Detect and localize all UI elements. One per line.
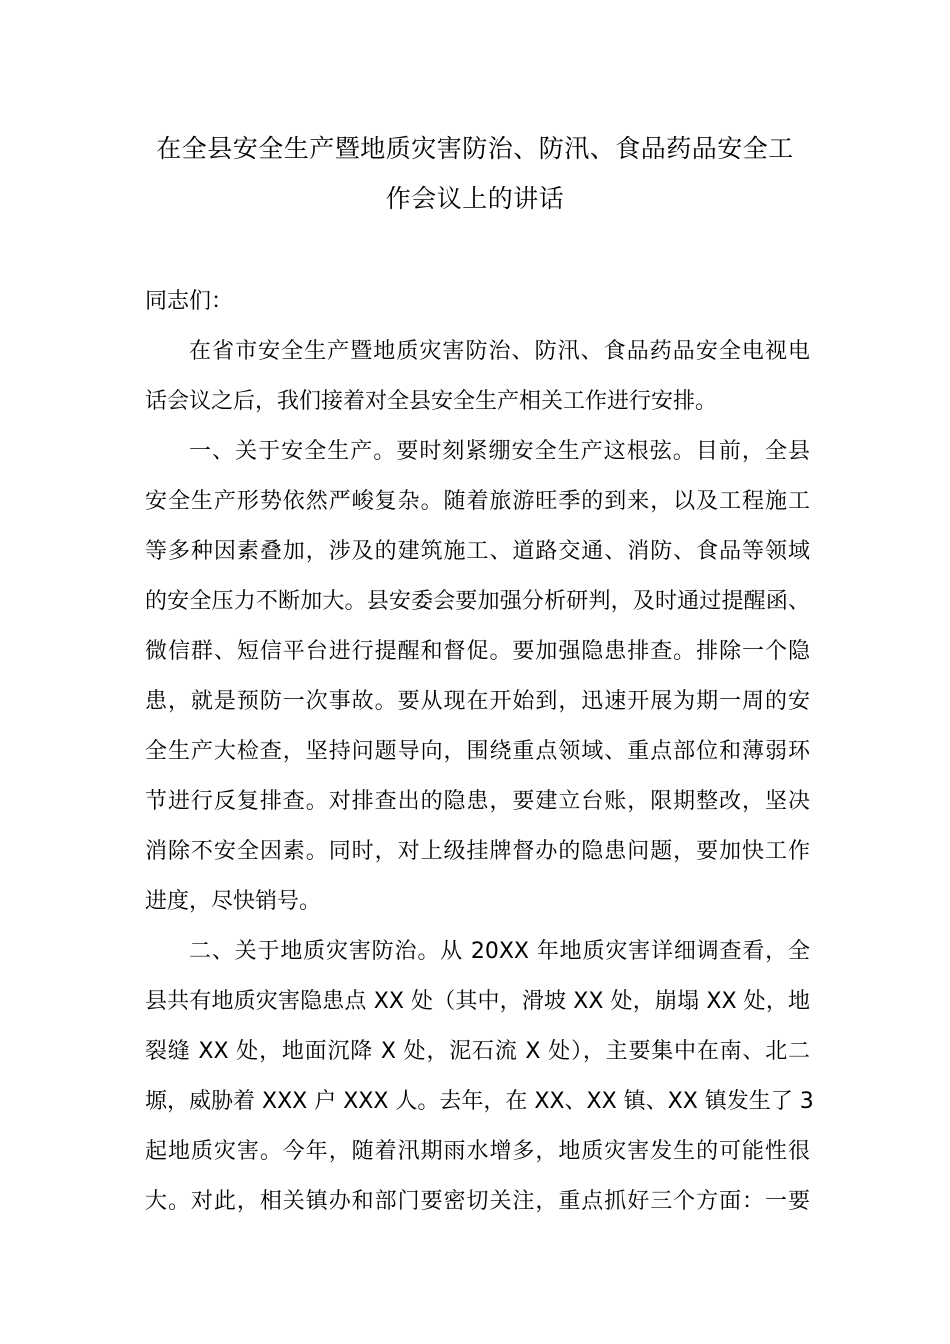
body-text-line: 塬，威胁着 XXX 户 XXX 人。去年，在 XX、XX 镇、XX 镇发生了 3 bbox=[145, 1089, 814, 1114]
body-text-line: 进度，尽快销号。 bbox=[145, 889, 322, 914]
body-text-line: 裂缝 XX 处，地面沉降 X 处，泥石流 X 处），主要集中在南、北二 bbox=[145, 1039, 810, 1064]
body-text-line: 安全生产形势依然严峻复杂。随着旅游旺季的到来，以及工程施工 bbox=[145, 489, 810, 514]
body-text-line: 大。对此，相关镇办和部门要密切关注，重点抓好三个方面：一要 bbox=[145, 1189, 810, 1214]
body-text-line: 起地质灾害。今年，随着汛期雨水增多，地质灾害发生的可能性很 bbox=[145, 1139, 810, 1164]
body-text-line: 患，就是预防一次事故。要从现在开始到，迅速开展为期一周的安 bbox=[145, 689, 810, 714]
body-text-line: 全生产大检查，坚持问题导向，围绕重点领域、重点部位和薄弱环 bbox=[145, 739, 810, 764]
body-text-line: 消除不安全因素。同时，对上级挂牌督办的隐患问题，要加快工作 bbox=[145, 839, 810, 864]
body-text-line: 在省市安全生产暨地质灾害防治、防汛、食品药品安全电视电 bbox=[189, 339, 810, 364]
body-text-line: 的安全压力不断加大。县安委会要加强分析研判，及时通过提醒函、 bbox=[145, 589, 810, 614]
body-text-line: 微信群、短信平台进行提醒和督促。要加强隐患排查。排除一个隐 bbox=[145, 639, 810, 664]
body-text-line: 节进行反复排查。对排查出的隐患，要建立台账，限期整改，坚决 bbox=[145, 789, 810, 814]
document-title-line-2: 作会议上的讲话 bbox=[385, 184, 565, 213]
body-text-line: 等多种因素叠加，涉及的建筑施工、道路交通、消防、食品等领域 bbox=[145, 539, 810, 564]
body-text-line: 同志们： bbox=[145, 289, 234, 314]
document-title-line-1: 在全县安全生产暨地质灾害防治、防汛、食品药品安全工 bbox=[156, 134, 794, 163]
body-text-line: 二、关于地质灾害防治。从 20XX 年地质灾害详细调查看，全 bbox=[189, 939, 810, 964]
body-text-line: 一、关于安全生产。要时刻紧绷安全生产这根弦。目前，全县 bbox=[189, 439, 810, 464]
body-text-line: 话会议之后，我们接着对全县安全生产相关工作进行安排。 bbox=[145, 389, 718, 414]
body-text-line: 县共有地质灾害隐患点 XX 处（其中，滑坡 XX 处，崩塌 XX 处，地 bbox=[145, 989, 810, 1014]
